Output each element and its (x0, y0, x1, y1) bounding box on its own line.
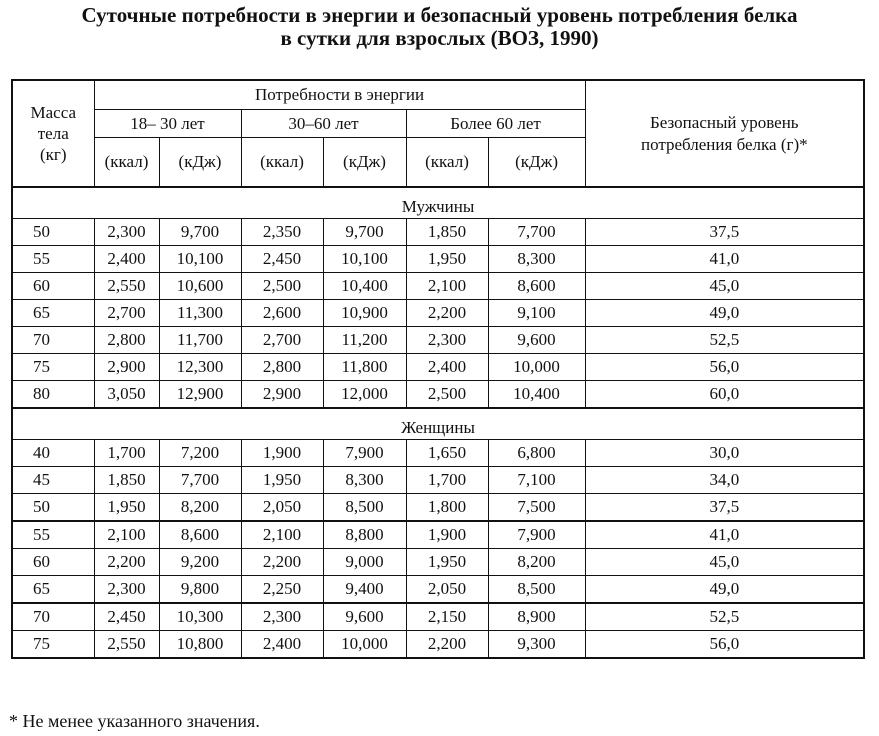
energy-cell: 11,200 (323, 327, 406, 354)
energy-cell: 2,200 (241, 549, 323, 576)
table-row (12, 494, 864, 522)
table-row (12, 300, 864, 327)
section-label: Мужчины (12, 187, 864, 219)
energy-cell: 1,700 (94, 440, 159, 467)
energy-cell: 1,900 (241, 440, 323, 467)
energy-cell: 2,450 (94, 603, 159, 631)
energy-cell: 10,400 (323, 273, 406, 300)
energy-cell: 2,700 (94, 300, 159, 327)
protein-cell: 30,0 (585, 440, 864, 467)
energy-cell: 9,700 (159, 219, 241, 246)
mass-cell: 50 (12, 219, 94, 246)
energy-cell: 7,500 (488, 494, 585, 522)
energy-cell: 2,450 (241, 246, 323, 273)
protein-cell: 45,0 (585, 549, 864, 576)
table-row (12, 440, 864, 467)
energy-cell: 2,900 (241, 381, 323, 409)
protein-cell: 56,0 (585, 354, 864, 381)
energy-cell: 10,000 (488, 354, 585, 381)
mass-cell: 55 (12, 521, 94, 549)
energy-cell: 9,200 (159, 549, 241, 576)
energy-cell: 9,700 (323, 219, 406, 246)
energy-cell: 2,050 (406, 576, 488, 604)
header-age-group: Более 60 лет (406, 110, 585, 138)
header-protein (585, 80, 864, 187)
energy-cell: 10,000 (323, 631, 406, 659)
energy-cell: 11,300 (159, 300, 241, 327)
energy-cell: 12,000 (323, 381, 406, 409)
mass-cell: 75 (12, 354, 94, 381)
table-row (12, 219, 864, 246)
energy-cell: 9,600 (488, 327, 585, 354)
page-title (0, 4, 879, 50)
energy-cell: 8,600 (159, 521, 241, 549)
header-unit: (ккал) (94, 138, 159, 188)
header-unit: (ккал) (406, 138, 488, 188)
protein-cell: 56,0 (585, 631, 864, 659)
mass-cell: 75 (12, 631, 94, 659)
energy-cell: 8,900 (488, 603, 585, 631)
energy-cell: 8,600 (488, 273, 585, 300)
energy-cell: 7,200 (159, 440, 241, 467)
energy-cell: 7,700 (159, 467, 241, 494)
energy-cell: 9,000 (323, 549, 406, 576)
energy-cell: 12,900 (159, 381, 241, 409)
energy-cell: 8,800 (323, 521, 406, 549)
energy-cell: 10,800 (159, 631, 241, 659)
title-line-1: Суточные потребности в энергии и безопасный уровень потребления белка (81, 3, 798, 27)
mass-cell: 60 (12, 549, 94, 576)
protein-cell: 60,0 (585, 381, 864, 409)
energy-cell: 8,200 (159, 494, 241, 522)
energy-cell: 10,100 (323, 246, 406, 273)
energy-cell: 12,300 (159, 354, 241, 381)
energy-cell: 2,300 (406, 327, 488, 354)
table-row (12, 381, 864, 409)
protein-cell: 49,0 (585, 576, 864, 604)
energy-cell: 10,900 (323, 300, 406, 327)
energy-cell: 2,200 (94, 549, 159, 576)
energy-cell: 2,050 (241, 494, 323, 522)
energy-cell: 2,350 (241, 219, 323, 246)
energy-cell: 8,300 (323, 467, 406, 494)
footnote: * Не менее указанного значения. (9, 711, 260, 731)
energy-cell: 10,400 (488, 381, 585, 409)
energy-cell: 7,700 (488, 219, 585, 246)
energy-cell: 1,850 (406, 219, 488, 246)
mass-cell: 60 (12, 273, 94, 300)
energy-cell: 2,250 (241, 576, 323, 604)
energy-cell: 2,100 (406, 273, 488, 300)
energy-cell: 10,600 (159, 273, 241, 300)
energy-cell: 9,800 (159, 576, 241, 604)
energy-cell: 2,800 (241, 354, 323, 381)
table-row (12, 327, 864, 354)
energy-cell: 2,300 (94, 219, 159, 246)
energy-cell: 9,600 (323, 603, 406, 631)
header-age-group: 18– 30 лет (94, 110, 241, 138)
header-unit: (ккал) (241, 138, 323, 188)
mass-cell: 65 (12, 300, 94, 327)
protein-cell: 34,0 (585, 467, 864, 494)
header-energy: Потребности в энергии (94, 80, 585, 110)
table-row (12, 354, 864, 381)
energy-cell: 2,100 (94, 521, 159, 549)
energy-cell: 1,650 (406, 440, 488, 467)
header-protein-line-1: Безопасный уровень (650, 112, 799, 132)
header-unit: (кДж) (323, 138, 406, 188)
energy-cell: 9,300 (488, 631, 585, 659)
energy-cell: 11,700 (159, 327, 241, 354)
energy-cell: 2,800 (94, 327, 159, 354)
energy-cell: 11,800 (323, 354, 406, 381)
energy-cell: 2,300 (241, 603, 323, 631)
protein-cell: 37,5 (585, 494, 864, 522)
energy-cell: 2,500 (406, 381, 488, 409)
energy-cell: 2,700 (241, 327, 323, 354)
table-row (12, 603, 864, 631)
energy-cell: 2,500 (241, 273, 323, 300)
energy-cell: 7,100 (488, 467, 585, 494)
mass-cell: 70 (12, 327, 94, 354)
energy-cell: 8,500 (488, 576, 585, 604)
energy-cell: 2,900 (94, 354, 159, 381)
table-row (12, 273, 864, 300)
energy-cell: 1,950 (94, 494, 159, 522)
table-row (12, 631, 864, 659)
energy-cell: 2,550 (94, 273, 159, 300)
energy-cell: 2,150 (406, 603, 488, 631)
mass-cell: 55 (12, 246, 94, 273)
protein-cell: 52,5 (585, 603, 864, 631)
table-row (12, 549, 864, 576)
energy-cell: 1,900 (406, 521, 488, 549)
energy-cell: 2,550 (94, 631, 159, 659)
section-row (12, 408, 864, 440)
energy-cell: 7,900 (323, 440, 406, 467)
mass-cell: 40 (12, 440, 94, 467)
title-line-2: в сутки для взрослых (ВОЗ, 1990) (280, 26, 599, 50)
protein-cell: 41,0 (585, 521, 864, 549)
header-unit: (кДж) (159, 138, 241, 188)
energy-cell: 1,950 (241, 467, 323, 494)
energy-cell: 1,950 (406, 246, 488, 273)
mass-cell: 80 (12, 381, 94, 409)
protein-cell: 52,5 (585, 327, 864, 354)
section-label: Женщины (12, 408, 864, 440)
header-protein-line-2: потребления белка (г)* (641, 134, 808, 154)
mass-cell: 50 (12, 494, 94, 522)
energy-cell: 1,700 (406, 467, 488, 494)
energy-cell: 8,500 (323, 494, 406, 522)
energy-cell: 2,300 (94, 576, 159, 604)
energy-cell: 9,400 (323, 576, 406, 604)
energy-cell: 6,800 (488, 440, 585, 467)
energy-cell: 1,800 (406, 494, 488, 522)
energy-cell: 9,100 (488, 300, 585, 327)
energy-cell: 2,200 (406, 631, 488, 659)
mass-cell: 65 (12, 576, 94, 604)
energy-cell: 1,850 (94, 467, 159, 494)
energy-cell: 8,200 (488, 549, 585, 576)
table-body (12, 187, 864, 658)
header-mass (12, 80, 94, 187)
protein-cell: 37,5 (585, 219, 864, 246)
header-mass-line-2: тела (37, 124, 69, 143)
energy-cell: 1,950 (406, 549, 488, 576)
mass-cell: 45 (12, 467, 94, 494)
energy-cell: 2,400 (241, 631, 323, 659)
energy-cell: 8,300 (488, 246, 585, 273)
energy-cell: 2,600 (241, 300, 323, 327)
energy-cell: 7,900 (488, 521, 585, 549)
table-row (12, 467, 864, 494)
table-row (12, 521, 864, 549)
header-mass-line-3: (кг) (39, 145, 67, 164)
protein-cell: 49,0 (585, 300, 864, 327)
energy-cell: 2,400 (94, 246, 159, 273)
mass-cell: 70 (12, 603, 94, 631)
table-header (12, 80, 864, 187)
header-unit: (кДж) (488, 138, 585, 188)
section-row (12, 187, 864, 219)
protein-cell: 41,0 (585, 246, 864, 273)
energy-cell: 3,050 (94, 381, 159, 409)
energy-cell: 10,100 (159, 246, 241, 273)
protein-cell: 45,0 (585, 273, 864, 300)
header-age-group: 30–60 лет (241, 110, 406, 138)
energy-cell: 10,300 (159, 603, 241, 631)
table-row (12, 246, 864, 273)
header-mass-line-1: Масса (30, 103, 76, 122)
table-row (12, 576, 864, 604)
energy-cell: 2,400 (406, 354, 488, 381)
energy-cell: 2,100 (241, 521, 323, 549)
energy-cell: 2,200 (406, 300, 488, 327)
nutrition-table (11, 79, 865, 659)
